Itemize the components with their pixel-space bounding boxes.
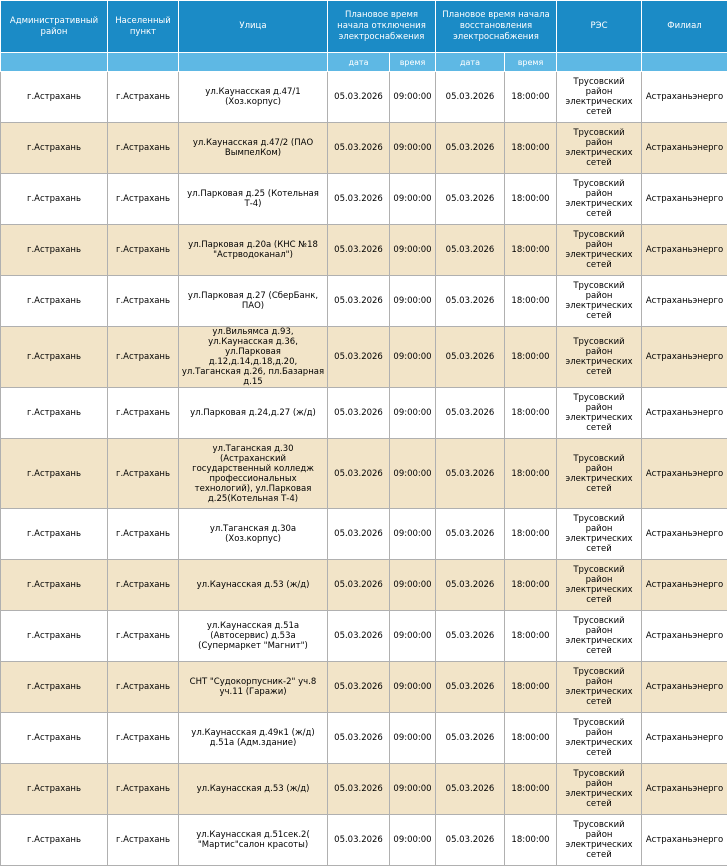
cell-street: ул.Каунасская д.49к1 (ж/д) д.51а (Адм.здание) <box>179 713 328 764</box>
cell-branch: Астраханьэнерго <box>642 327 727 388</box>
table-row <box>1 815 727 866</box>
cell-off-date: 05.03.2026 <box>328 174 390 225</box>
cell-district: г.Астрахань <box>1 662 108 713</box>
cell-settlement: г.Астрахань <box>108 439 179 509</box>
cell-off-date: 05.03.2026 <box>328 439 390 509</box>
cell-off-time: 09:00:00 <box>390 560 436 611</box>
cell-street: ул.Парковая д.24,д.27 (ж/д) <box>179 388 328 439</box>
cell-on-date: 05.03.2026 <box>436 611 505 662</box>
cell-res: Трусовский район электрических сетей <box>557 439 642 509</box>
table-row <box>1 439 727 509</box>
cell-off-date: 05.03.2026 <box>328 662 390 713</box>
cell-district: г.Астрахань <box>1 123 108 174</box>
cell-branch: Астраханьэнерго <box>642 611 727 662</box>
cell-street: СНТ "Судокорпусник-2" уч.8 уч.11 (Гаражи) <box>179 662 328 713</box>
table-row <box>1 72 727 123</box>
cell-off-time: 09:00:00 <box>390 174 436 225</box>
cell-branch: Астраханьэнерго <box>642 764 727 815</box>
subheader-empty <box>557 53 642 72</box>
cell-off-date: 05.03.2026 <box>328 713 390 764</box>
cell-street: ул.Каунасская д.53 (ж/д) <box>179 764 328 815</box>
cell-on-date: 05.03.2026 <box>436 123 505 174</box>
cell-off-date: 05.03.2026 <box>328 764 390 815</box>
cell-off-time: 09:00:00 <box>390 225 436 276</box>
cell-res: Трусовский район электрических сетей <box>557 225 642 276</box>
cell-on-date: 05.03.2026 <box>436 509 505 560</box>
header-planned-on: Плановое время начала восстановления электроснабжения <box>436 1 557 53</box>
cell-off-date: 05.03.2026 <box>328 815 390 866</box>
cell-district: г.Астрахань <box>1 560 108 611</box>
cell-on-time: 18:00:00 <box>505 439 557 509</box>
cell-branch: Астраханьэнерго <box>642 72 727 123</box>
cell-on-time: 18:00:00 <box>505 388 557 439</box>
cell-on-time: 18:00:00 <box>505 764 557 815</box>
cell-res: Трусовский район электрических сетей <box>557 764 642 815</box>
cell-res: Трусовский район электрических сетей <box>557 174 642 225</box>
cell-off-time: 09:00:00 <box>390 815 436 866</box>
subheader-empty <box>179 53 328 72</box>
cell-off-time: 09:00:00 <box>390 276 436 327</box>
cell-res: Трусовский район электрических сетей <box>557 815 642 866</box>
cell-settlement: г.Астрахань <box>108 560 179 611</box>
header-planned-off: Плановое время начала отключения электроснабжения <box>328 1 436 53</box>
cell-on-date: 05.03.2026 <box>436 388 505 439</box>
cell-res: Трусовский район электрических сетей <box>557 611 642 662</box>
cell-branch: Астраханьэнерго <box>642 662 727 713</box>
cell-on-time: 18:00:00 <box>505 662 557 713</box>
cell-off-date: 05.03.2026 <box>328 509 390 560</box>
cell-res: Трусовский район электрических сетей <box>557 327 642 388</box>
cell-settlement: г.Астрахань <box>108 509 179 560</box>
cell-district: г.Астрахань <box>1 713 108 764</box>
cell-on-date: 05.03.2026 <box>436 72 505 123</box>
cell-branch: Астраханьэнерго <box>642 439 727 509</box>
cell-off-time: 09:00:00 <box>390 713 436 764</box>
cell-off-time: 09:00:00 <box>390 123 436 174</box>
cell-on-date: 05.03.2026 <box>436 276 505 327</box>
subheader-empty <box>1 53 108 72</box>
cell-district: г.Астрахань <box>1 509 108 560</box>
cell-off-time: 09:00:00 <box>390 327 436 388</box>
cell-street: ул.Вильямса д.93, ул.Каунасская д.36, ул.Парковая д.12,д.14,д.18,д.20, ул.Таганская д.26, пл.Базарная д.15 <box>179 327 328 388</box>
subheader-off-date: дата <box>328 53 390 72</box>
cell-on-date: 05.03.2026 <box>436 662 505 713</box>
cell-street: ул.Каунасская д.47/2 (ПАО ВымпелКом) <box>179 123 328 174</box>
cell-off-time: 09:00:00 <box>390 72 436 123</box>
cell-settlement: г.Астрахань <box>108 815 179 866</box>
cell-on-date: 05.03.2026 <box>436 764 505 815</box>
cell-settlement: г.Астрахань <box>108 764 179 815</box>
table-row <box>1 662 727 713</box>
cell-on-date: 05.03.2026 <box>436 174 505 225</box>
cell-settlement: г.Астрахань <box>108 611 179 662</box>
table-row <box>1 509 727 560</box>
cell-branch: Астраханьэнерго <box>642 815 727 866</box>
cell-on-date: 05.03.2026 <box>436 225 505 276</box>
cell-off-date: 05.03.2026 <box>328 611 390 662</box>
cell-branch: Астраханьэнерго <box>642 225 727 276</box>
cell-on-time: 18:00:00 <box>505 713 557 764</box>
cell-district: г.Астрахань <box>1 388 108 439</box>
cell-street: ул.Таганская д.30 (Астраханский государственный колледж профессиональных технологий), ул.Парковая д.25(Котельная Т-4) <box>179 439 328 509</box>
subheader-on-time: время <box>505 53 557 72</box>
cell-branch: Астраханьэнерго <box>642 123 727 174</box>
cell-off-date: 05.03.2026 <box>328 123 390 174</box>
cell-settlement: г.Астрахань <box>108 276 179 327</box>
cell-branch: Астраханьэнерго <box>642 388 727 439</box>
cell-settlement: г.Астрахань <box>108 388 179 439</box>
cell-branch: Астраханьэнерго <box>642 276 727 327</box>
cell-settlement: г.Астрахань <box>108 713 179 764</box>
table-row <box>1 276 727 327</box>
subheader-empty <box>642 53 727 72</box>
table-row <box>1 327 727 388</box>
cell-off-time: 09:00:00 <box>390 611 436 662</box>
cell-res: Трусовский район электрических сетей <box>557 72 642 123</box>
cell-res: Трусовский район электрических сетей <box>557 388 642 439</box>
subheader-off-time: время <box>390 53 436 72</box>
cell-on-date: 05.03.2026 <box>436 327 505 388</box>
subheader-empty <box>108 53 179 72</box>
cell-district: г.Астрахань <box>1 764 108 815</box>
header-res: РЭС <box>557 1 642 53</box>
cell-on-time: 18:00:00 <box>505 560 557 611</box>
cell-off-date: 05.03.2026 <box>328 72 390 123</box>
table-row <box>1 713 727 764</box>
table-row <box>1 123 727 174</box>
cell-off-time: 09:00:00 <box>390 764 436 815</box>
cell-off-time: 09:00:00 <box>390 509 436 560</box>
cell-off-date: 05.03.2026 <box>328 560 390 611</box>
cell-off-date: 05.03.2026 <box>328 327 390 388</box>
cell-on-time: 18:00:00 <box>505 611 557 662</box>
cell-branch: Астраханьэнерго <box>642 174 727 225</box>
header-admin-district: Административный район <box>1 1 108 53</box>
header-branch: Филиал <box>642 1 727 53</box>
cell-off-time: 09:00:00 <box>390 439 436 509</box>
header-settlement: Населенный пункт <box>108 1 179 53</box>
cell-settlement: г.Астрахань <box>108 174 179 225</box>
cell-off-date: 05.03.2026 <box>328 388 390 439</box>
cell-district: г.Астрахань <box>1 815 108 866</box>
cell-on-date: 05.03.2026 <box>436 713 505 764</box>
cell-on-date: 05.03.2026 <box>436 439 505 509</box>
cell-street: ул.Каунасская д.51а (Автосервис) д.53а (Супермаркет "Магнит") <box>179 611 328 662</box>
cell-district: г.Астрахань <box>1 611 108 662</box>
cell-street: ул.Каунасская д.47/1 (Хоз.корпус) <box>179 72 328 123</box>
cell-district: г.Астрахань <box>1 276 108 327</box>
subheader-on-date: дата <box>436 53 505 72</box>
cell-street: ул.Парковая д.25 (Котельная Т-4) <box>179 174 328 225</box>
cell-on-time: 18:00:00 <box>505 72 557 123</box>
cell-off-date: 05.03.2026 <box>328 276 390 327</box>
cell-street: ул.Каунасская д.53 (ж/д) <box>179 560 328 611</box>
cell-street: ул.Парковая д.27 (СберБанк, ПАО) <box>179 276 328 327</box>
cell-street: ул.Каунасская д.51сек.2( "Мартис"салон красоты) <box>179 815 328 866</box>
cell-res: Трусовский район электрических сетей <box>557 276 642 327</box>
cell-district: г.Астрахань <box>1 327 108 388</box>
table-row <box>1 764 727 815</box>
cell-settlement: г.Астрахань <box>108 327 179 388</box>
cell-on-date: 05.03.2026 <box>436 560 505 611</box>
cell-res: Трусовский район электрических сетей <box>557 509 642 560</box>
cell-settlement: г.Астрахань <box>108 123 179 174</box>
cell-branch: Астраханьэнерго <box>642 560 727 611</box>
cell-off-time: 09:00:00 <box>390 388 436 439</box>
cell-off-time: 09:00:00 <box>390 662 436 713</box>
cell-settlement: г.Астрахань <box>108 662 179 713</box>
header-street: Улица <box>179 1 328 53</box>
cell-res: Трусовский район электрических сетей <box>557 713 642 764</box>
cell-on-time: 18:00:00 <box>505 327 557 388</box>
cell-district: г.Астрахань <box>1 174 108 225</box>
cell-on-time: 18:00:00 <box>505 509 557 560</box>
cell-branch: Астраханьэнерго <box>642 509 727 560</box>
cell-on-time: 18:00:00 <box>505 123 557 174</box>
table-row <box>1 560 727 611</box>
cell-district: г.Астрахань <box>1 225 108 276</box>
table-row <box>1 225 727 276</box>
table-row <box>1 388 727 439</box>
cell-branch: Астраханьэнерго <box>642 713 727 764</box>
cell-on-time: 18:00:00 <box>505 815 557 866</box>
cell-on-time: 18:00:00 <box>505 225 557 276</box>
cell-on-time: 18:00:00 <box>505 174 557 225</box>
cell-district: г.Астрахань <box>1 72 108 123</box>
cell-on-date: 05.03.2026 <box>436 815 505 866</box>
table-row <box>1 174 727 225</box>
cell-street: ул.Таганская д.30а (Хоз.корпус) <box>179 509 328 560</box>
cell-res: Трусовский район электрических сетей <box>557 560 642 611</box>
cell-on-time: 18:00:00 <box>505 276 557 327</box>
cell-res: Трусовский район электрических сетей <box>557 662 642 713</box>
cell-street: ул.Парковая д.20а (КНС №18 "Астрводоканал") <box>179 225 328 276</box>
cell-res: Трусовский район электрических сетей <box>557 123 642 174</box>
cell-off-date: 05.03.2026 <box>328 225 390 276</box>
cell-district: г.Астрахань <box>1 439 108 509</box>
table-row <box>1 611 727 662</box>
cell-settlement: г.Астрахань <box>108 72 179 123</box>
cell-settlement: г.Астрахань <box>108 225 179 276</box>
